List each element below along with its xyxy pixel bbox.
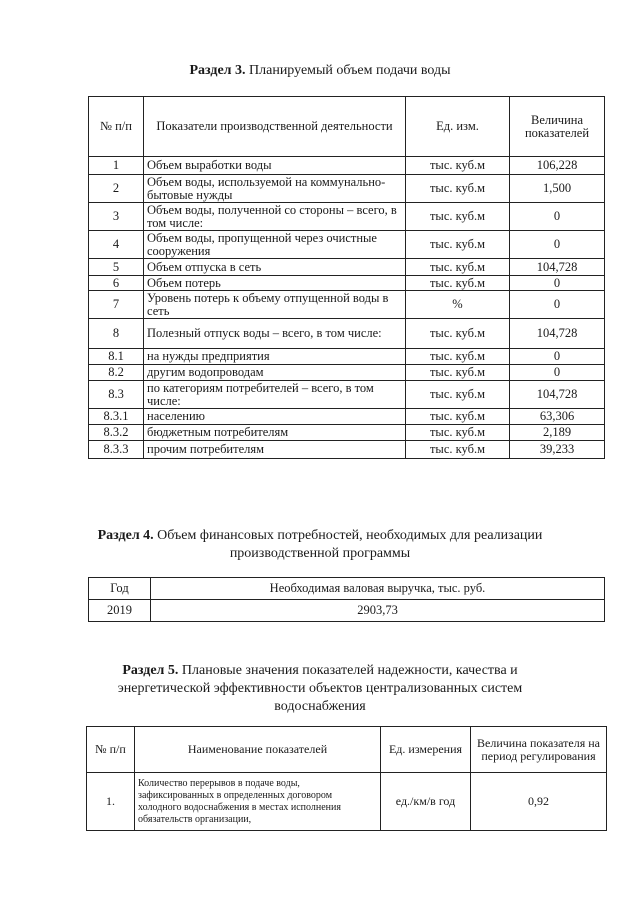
table-row xyxy=(89,291,605,319)
cell-value: 1,500 xyxy=(510,175,605,203)
table-row xyxy=(87,773,607,831)
section5-title-line1: Плановые значения показателей надежности, качества и xyxy=(181,663,518,678)
cell-num: 6 xyxy=(89,276,144,291)
cell-num: 5 xyxy=(89,259,144,276)
table-row xyxy=(89,276,605,291)
cell-value: 104,728 xyxy=(510,259,605,276)
cell-num: 8.1 xyxy=(89,349,144,365)
cell-value: 0 xyxy=(510,231,605,259)
header-target-value: Величина показателя на период регулирования xyxy=(471,727,607,773)
header-unit: Ед. измерения xyxy=(381,727,471,773)
section3-heading xyxy=(0,62,640,80)
table-row xyxy=(89,349,605,365)
cell-num: 3 xyxy=(89,203,144,231)
cell-indicator: по категориям потребителей – всего, в том числе: xyxy=(144,381,406,409)
cell-indicator: Объем потерь xyxy=(144,276,406,291)
cell-value: 0 xyxy=(510,291,605,319)
header-value: Величина показателей xyxy=(510,97,605,157)
table-row xyxy=(89,175,605,203)
cell-unit: тыс. куб.м xyxy=(406,409,510,425)
cell-unit: тыс. куб.м xyxy=(406,157,510,175)
cell-unit: тыс. куб.м xyxy=(406,441,510,459)
cell-value: 63,306 xyxy=(510,409,605,425)
cell-num: 8.3.1 xyxy=(89,409,144,425)
section4-heading xyxy=(0,527,640,563)
table-row xyxy=(89,441,605,459)
reliability-table xyxy=(86,726,607,831)
cell-num: 1. xyxy=(87,773,135,831)
section3-label: Раздел 3. xyxy=(189,63,246,78)
section5-title-line2: энергетической эффективности объектов централизованных систем xyxy=(117,681,523,696)
table-row xyxy=(89,381,605,409)
cell-unit: тыс. куб.м xyxy=(406,319,510,349)
cell-unit: тыс. куб.м xyxy=(406,231,510,259)
section4-label: Раздел 4. xyxy=(97,528,154,543)
cell-unit: тыс. куб.м xyxy=(406,365,510,381)
cell-indicator-name: Количество перерывов в подаче воды, зафиксированных в определенных договором холодного водоснабжения в местах исполнения обязательств организации, xyxy=(135,773,381,831)
header-num: № п/п xyxy=(87,727,135,773)
finance-table xyxy=(88,577,605,622)
section5-heading xyxy=(0,662,640,716)
cell-value: 0 xyxy=(510,349,605,365)
table-row xyxy=(89,157,605,175)
cell-revenue: 2903,73 xyxy=(151,600,605,622)
cell-unit: тыс. куб.м xyxy=(406,381,510,409)
cell-unit: тыс. куб.м xyxy=(406,175,510,203)
cell-indicator: Объем отпуска в сеть xyxy=(144,259,406,276)
cell-value: 106,228 xyxy=(510,157,605,175)
cell-value: 0 xyxy=(510,365,605,381)
table-row xyxy=(89,409,605,425)
header-indicator-name: Наименование показателей xyxy=(135,727,381,773)
cell-indicator: Объем выработки воды xyxy=(144,157,406,175)
cell-num: 8.3 xyxy=(89,381,144,409)
cell-indicator: Объем воды, используемой на коммунально-бытовые нужды xyxy=(144,175,406,203)
cell-num: 4 xyxy=(89,231,144,259)
header-unit: Ед. изм. xyxy=(406,97,510,157)
table-header-row xyxy=(87,727,607,773)
cell-num: 8.3.2 xyxy=(89,425,144,441)
cell-num: 1 xyxy=(89,157,144,175)
section4-title-line1: Объем финансовых потребностей, необходимых для реализации xyxy=(157,528,543,543)
table-row xyxy=(89,231,605,259)
cell-indicator: на нужды предприятия xyxy=(144,349,406,365)
cell-value: 104,728 xyxy=(510,319,605,349)
header-num: № п/п xyxy=(89,97,144,157)
cell-indicator: населению xyxy=(144,409,406,425)
cell-value: 39,233 xyxy=(510,441,605,459)
cell-unit: тыс. куб.м xyxy=(406,259,510,276)
cell-value: 0 xyxy=(510,203,605,231)
cell-unit: ед./км/в год xyxy=(381,773,471,831)
water-supply-rows xyxy=(89,157,605,459)
section3-title: Планируемый объем подачи воды xyxy=(249,63,451,78)
header-revenue: Необходимая валовая выручка, тыс. руб. xyxy=(151,578,605,600)
cell-value: 104,728 xyxy=(510,381,605,409)
table-row xyxy=(89,319,605,349)
table-row xyxy=(89,365,605,381)
cell-num: 8.3.3 xyxy=(89,441,144,459)
section5-label: Раздел 5. xyxy=(122,663,179,678)
cell-indicator: бюджетным потребителям xyxy=(144,425,406,441)
cell-num: 8.2 xyxy=(89,365,144,381)
cell-unit: тыс. куб.м xyxy=(406,203,510,231)
table-header-row xyxy=(89,578,605,600)
table-row xyxy=(89,425,605,441)
header-indicator: Показатели производственной деятельности xyxy=(144,97,406,157)
table-header-row xyxy=(89,97,605,157)
section4-title-line2: производственной программы xyxy=(229,546,411,561)
cell-num: 7 xyxy=(89,291,144,319)
cell-indicator: Объем воды, пропущенной через очистные сооружения xyxy=(144,231,406,259)
header-year: Год xyxy=(89,578,151,600)
cell-value: 0,92 xyxy=(471,773,607,831)
cell-num: 8 xyxy=(89,319,144,349)
cell-indicator: Уровень потерь к объему отпущенной воды в сеть xyxy=(144,291,406,319)
cell-unit: тыс. куб.м xyxy=(406,276,510,291)
cell-unit: тыс. куб.м xyxy=(406,425,510,441)
cell-value: 0 xyxy=(510,276,605,291)
water-supply-table xyxy=(88,96,605,459)
section5-title-line3: водоснабжения xyxy=(274,699,366,714)
cell-unit: % xyxy=(406,291,510,319)
cell-value: 2,189 xyxy=(510,425,605,441)
cell-num: 2 xyxy=(89,175,144,203)
cell-year: 2019 xyxy=(89,600,151,622)
cell-indicator: Объем воды, полученной со стороны – всего, в том числе: xyxy=(144,203,406,231)
cell-indicator: другим водопроводам xyxy=(144,365,406,381)
cell-indicator: Полезный отпуск воды – всего, в том числе: xyxy=(144,319,406,349)
cell-indicator: прочим потребителям xyxy=(144,441,406,459)
table-row xyxy=(89,259,605,276)
table-row xyxy=(89,203,605,231)
table-row xyxy=(89,600,605,622)
cell-unit: тыс. куб.м xyxy=(406,349,510,365)
